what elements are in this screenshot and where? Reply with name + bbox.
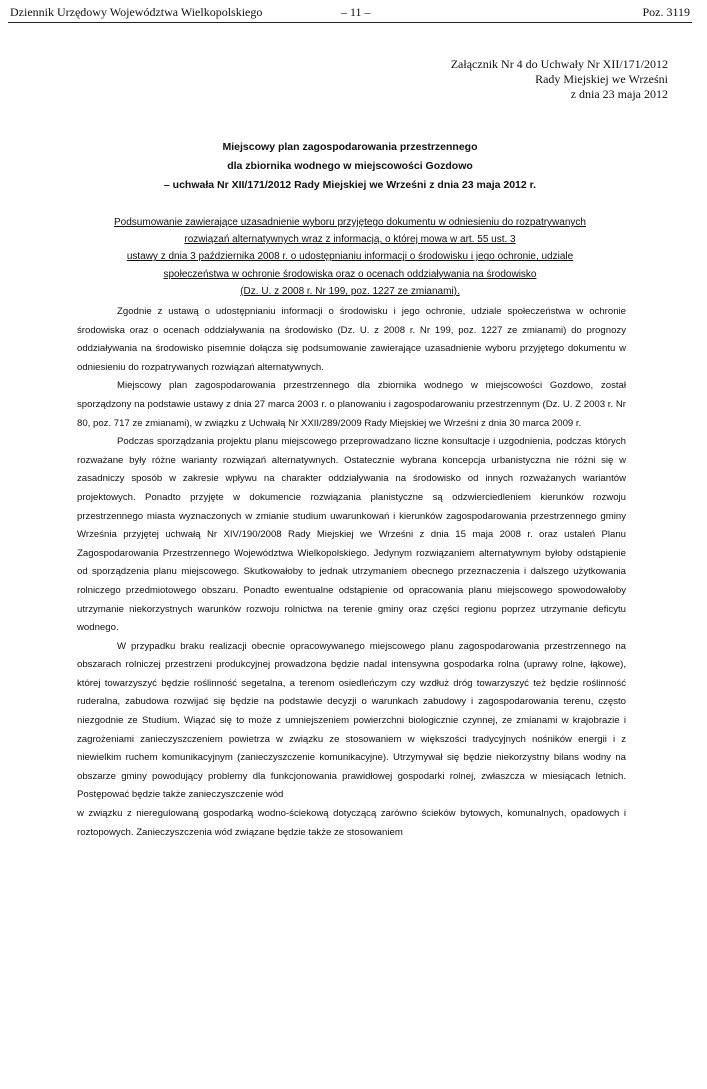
paragraph-3: Podczas sporządzania projektu planu miejscowego przeprowadzano liczne konsultacje i uzgodnienia, podczas których rozważane były różne warianty rozwiązań alternatywnych. Ostatecznie wybrana koncepcja urbanistyczna nie różni się w zasadniczy sposób w zakresie wpływu na charakter oddziaływania na środowisko od innych rozważanych wariantów projektowych. Ponadto przyjęte w dokumencie rozwiązania planistyczne są odzwierciedleniem kierunków rozwoju przestrzennego miasta wyznaczonych w zmianie studium uwarunkowań i kierunków zagospodarowania przestrzennego gminy Września przyjętej uchwałą Nr XIV/190/2008 Rady Miejskiej we Wrześni z dnia 15 maja 2008 r. oraz ustaleń Planu Zagospodarowania Przestrzennego Województwa Wielkopolskiego. Jedynym rozwiązaniem alternatywnym byłoby odstąpienie od sporządzenia planu miejscowego. Skutkowałoby to jednak utrzymaniem obecnego przeznaczenia i dalszego użytkowania rolniczego przedmiotowego obszaru. Ponadto ewentualne odstąpienie od opracowania planu miejscowego spowodowałoby utrzymanie niekorzystnych warunków rozwoju rolnictwa na terenie gminy oraz części regionu poprzez utrzymanie deficytu wodnego. bbox=[77, 436, 626, 634]
paragraph-4: W przypadku braku realizacji obecnie opracowywanego miejscowego planu zagospodarowania przestrzennego na obszarach rolniczej przestrzeni produkcyjnej prowadzona będzie nadal intensywna gospodarka rolna (uprawy rolne, łąkowe), której towarzyszyć będzie roślinność segetalna, a terenom osiedleńczym czy wzdłuż dróg towarzyszyć też będzie roślinność ruderalna, zabudowa rozwijać się będzie na podstawie decyzji o warunkach zabudowy i zagospodarowania terenu, często niezgodnie ze Studium. Wiązać się to może z umniejszeniem powierzchni biologicznie czynnej, ze zmianami w krajobrazie i zagrożeniami zanieczyszczeniem powietrza w związku ze stosowaniem w większości tradycyjnych nośników energii i z niewielkim ruchem komunikacyjnym (zanieczyszczenie komunikacyjne). Utrzymywał się będzie niekorzystny bilans wodny na obszarze gminy powodujący problemy dla funkcjonowania prawidłowej gospodarki rolnej, zwłaszcza w miesiącach letnich. Postępować będzie także zanieczyszczenie wód bbox=[77, 640, 626, 801]
paragraph-1: Zgodnie z ustawą o udostępnianiu informacji o środowisku i jego ochronie, udziale społeczeństwa w ochronie środowiska oraz o ocenach oddziaływania na środowisko (Dz. U. z 2008 r. Nr 199, poz. 1227 ze zmianami) do prognozy oddziaływania na środowisko pisemnie dołącza się podsumowanie zawierające uzasadnienie wyboru przyjętego dokumentu w odniesieniu do rozpatrywanych rozwiązań alternatywnych. bbox=[77, 306, 626, 373]
paragraph-2: Miejscowy plan zagospodarowania przestrzennego dla zbiornika wodnego w miejscowości Gozdowo, został sporządzony na podstawie ustawy z dnia 27 marca 2003 r. o planowaniu i zagospodarowaniu przestrzennym (Dz. U. Z 2003 r. Nr 80, poz. 717 ze zmianami), w związku z Uchwałą Nr XXII/289/2009 Rady Miejskiej we Wrześni z dnia 30 marca 2009 r. bbox=[77, 380, 626, 429]
title-line-2: dla zbiornika wodnego w miejscowości Gozdowo bbox=[227, 160, 473, 172]
summary-line-4: społeczeństwa w ochronie środowiska oraz o ocenach oddziaływania na środowisko bbox=[163, 268, 537, 280]
body-text bbox=[77, 303, 626, 842]
journal-title: Dziennik Urzędowy Województwa Wielkopolskiego bbox=[10, 5, 263, 19]
title-line-3: – uchwała Nr XII/171/2012 Rady Miejskiej we Wrześni z dnia 23 maja 2012 r. bbox=[163, 179, 537, 191]
page-number: – 11 – bbox=[341, 5, 371, 19]
title-line-1: Miejscowy plan zagospodarowania przestrzennego bbox=[222, 141, 478, 153]
summary-line-2: rozwiązań alternatywnych wraz z informacją, o której mowa w art. 55 ust. 3 bbox=[184, 234, 516, 246]
attachment-note bbox=[451, 57, 668, 102]
attachment-line-3: z dnia 23 maja 2012 bbox=[570, 87, 668, 101]
paragraph-5: w związku z nieregulowaną gospodarką wodno-ściekową dotyczącą zarówno ścieków bytowych, komunalnych, opadowych i roztopowych. Zanieczyszczenia wód związane będzie także ze stosowaniem bbox=[77, 808, 626, 838]
document-title bbox=[60, 138, 640, 195]
summary-line-5: (Dz. U. z 2008 r. Nr 199, poz. 1227 ze zmianami). bbox=[240, 285, 460, 297]
summary-line-1: Podsumowanie zawierające uzasadnienie wyboru przyjętego dokumentu w odniesieniu do rozpatrywanych bbox=[114, 217, 586, 228]
summary-heading bbox=[60, 214, 640, 300]
attachment-line-2: Rady Miejskiej we Wrześni bbox=[535, 72, 668, 86]
attachment-line-1: Załącznik Nr 4 do Uchwały Nr XII/171/2012 bbox=[450, 57, 668, 71]
position-number: Poz. 3119 bbox=[642, 5, 690, 19]
summary-line-3: ustawy z dnia 3 października 2008 r. o udostępnianiu informacji o środowisku i jego ochronie, udziale bbox=[126, 251, 574, 263]
page-header bbox=[8, 4, 692, 23]
